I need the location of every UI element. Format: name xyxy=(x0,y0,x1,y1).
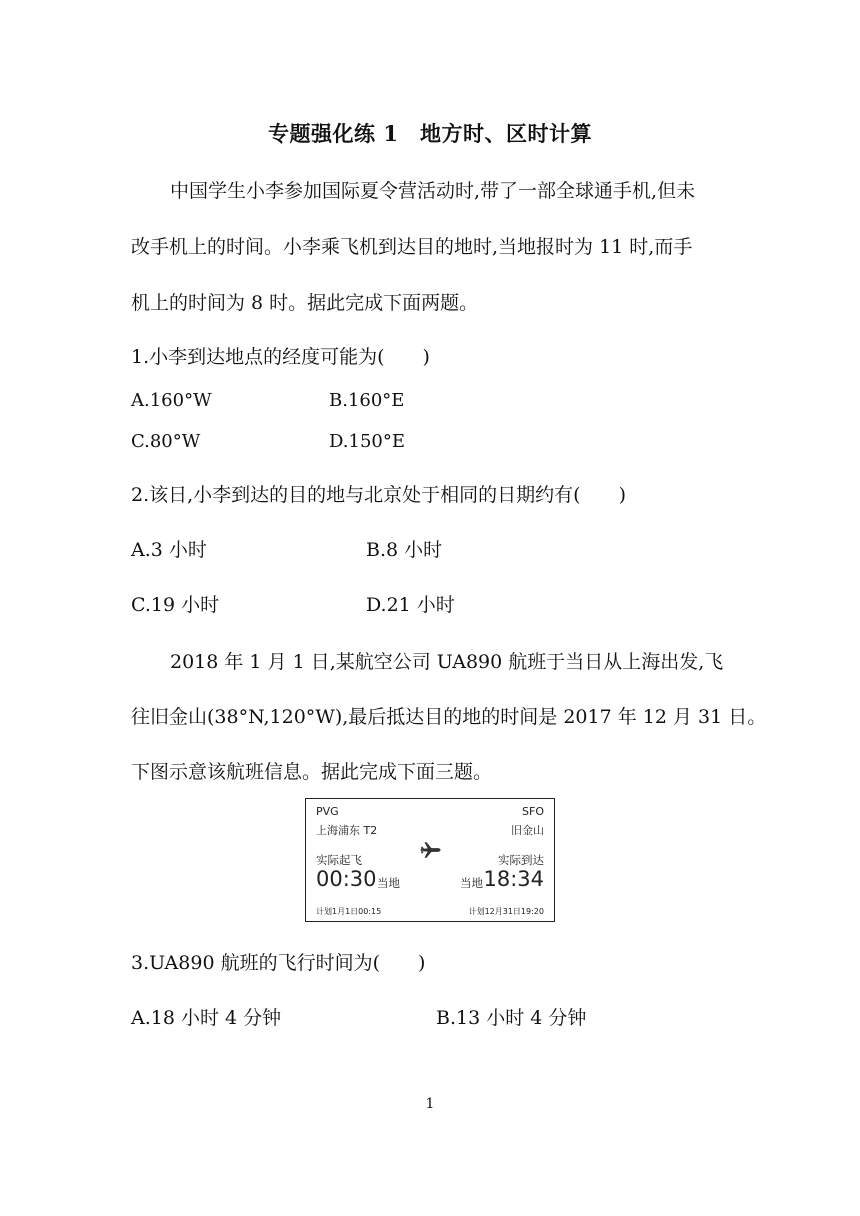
airplane-icon xyxy=(419,839,441,861)
departure-label: 实际起飞 xyxy=(316,853,362,867)
arrival-label: 实际到达 xyxy=(498,853,544,867)
q3-option-b: B.13 小时 4 分钟 xyxy=(436,1007,587,1029)
question-1-stem: 1.小李到达地点的经度可能为( ) xyxy=(131,346,430,368)
q3-option-a: A.18 小时 4 分钟 xyxy=(131,1007,282,1029)
q1-option-a: A.160°W xyxy=(131,390,212,411)
intro2-line1: 2018 年 1 月 1 日,某航空公司 UA890 航班于当日从上海出发,飞 xyxy=(170,651,724,673)
q1-option-b: B.160°E xyxy=(329,390,405,411)
departure-local-label: 当地 xyxy=(377,876,400,890)
intro1-line2: 改手机上的时间。小李乘飞机到达目的地时,当地报时为 11 时,而手 xyxy=(131,236,693,258)
departure-time: 00:30 xyxy=(316,867,377,891)
intro1-line1: 中国学生小李参加国际夏令营活动时,带了一部全球通手机,但未 xyxy=(170,180,696,202)
arrival-code: SFO xyxy=(522,805,544,818)
q2-option-a: A.3 小时 xyxy=(131,539,207,561)
q2-option-b: B.8 小时 xyxy=(366,539,443,561)
arrival-local-label: 当地 xyxy=(460,876,483,890)
arrival-time: 18:34 xyxy=(483,867,544,891)
departure-planned: 计划1月1日00:15 xyxy=(316,907,382,916)
q2-option-d: D.21 小时 xyxy=(366,594,455,616)
flight-info-board xyxy=(305,798,555,922)
page-title: 专题强化练 1 地方时、区时计算 xyxy=(268,121,592,146)
q1-option-c: C.80°W xyxy=(131,431,201,452)
page-number: 1 xyxy=(425,1096,435,1112)
departure-code: PVG xyxy=(316,805,339,818)
arrival-planned: 计划12月31日19:20 xyxy=(468,907,544,916)
intro2-line3: 下图示意该航班信息。据此完成下面三题。 xyxy=(131,761,493,783)
intro2-line2: 往旧金山(38°N,120°W),最后抵达目的地的时间是 2017 年 12 月 31 日。 xyxy=(131,706,767,728)
question-2-stem: 2.该日,小李到达的目的地与北京处于相同的日期约有( ) xyxy=(131,484,626,506)
q2-option-c: C.19 小时 xyxy=(131,594,220,616)
departure-airport: 上海浦东 T2 xyxy=(316,824,378,837)
q1-option-d: D.150°E xyxy=(329,431,406,452)
arrival-city: 旧金山 xyxy=(511,824,544,837)
question-3-stem: 3.UA890 航班的飞行时间为( ) xyxy=(131,952,426,974)
intro1-line3: 机上的时间为 8 时。据此完成下面两题。 xyxy=(131,292,479,314)
